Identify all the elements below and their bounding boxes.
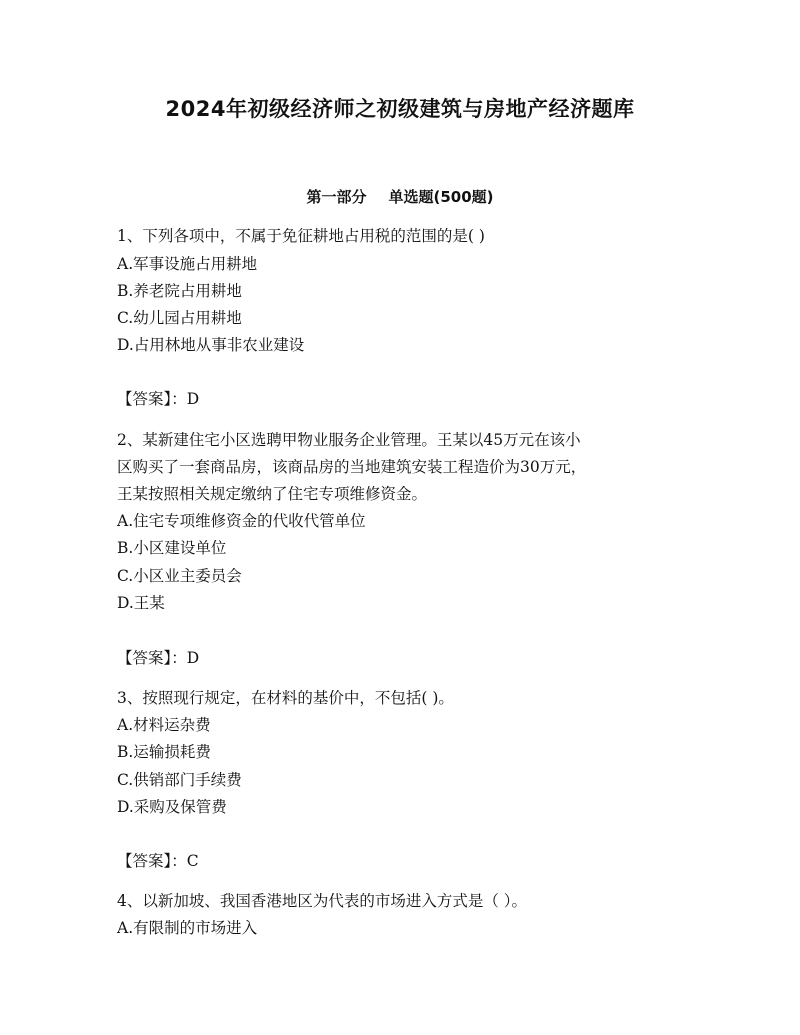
question-2-option-b: B.小区建设单位 — [117, 539, 227, 557]
section-name: 单选题(500题) — [388, 188, 494, 206]
answer-label: 【答案】： — [117, 390, 187, 408]
answer-label: 【答案】： — [117, 852, 187, 870]
answer-value: D — [186, 390, 200, 408]
question-1-stem: 1、下列各项中，不属于免征耕地占用税的范围的是( ) — [117, 227, 485, 245]
page-title: 2024年初级经济师之初级建筑与房地产经济题库 — [165, 97, 635, 121]
question-1-option-c: C.幼儿园占用耕地 — [117, 309, 242, 327]
question-1-option-b: B.养老院占用耕地 — [117, 282, 242, 300]
question-3-stem: 3、按照现行规定，在材料的基价中，不包括( )。 — [117, 689, 454, 707]
question-2-stem-line-2: 区购买了一套商品房，该商品房的当地建筑安装工程造价为30万元， — [117, 458, 587, 476]
question-3-option-b: B.运输损耗费 — [117, 743, 211, 761]
question-2-stem-line-1: 2、某新建住宅小区选聘甲物业服务企业管理。王某以45万元在该小 — [117, 431, 581, 449]
question-2-option-a: A.住宅专项维修资金的代收代管单位 — [117, 512, 366, 530]
question-1-option-d: D.占用林地从事非农业建设 — [117, 336, 305, 354]
question-2-stem-line-3: 王某按照相关规定缴纳了住宅专项维修资金。 — [117, 485, 428, 503]
answer-label: 【答案】： — [117, 649, 187, 667]
question-4-stem: 4、以新加坡、我国香港地区为代表的市场进入方式是（ ）。 — [117, 892, 528, 910]
question-1-option-a: A.军事设施占用耕地 — [117, 255, 258, 273]
answer-value: C — [186, 852, 199, 870]
question-3-option-a: A.材料运杂费 — [117, 716, 211, 734]
section-heading — [0, 186, 800, 207]
question-3-answer — [117, 851, 199, 871]
question-3-option-d: D.采购及保管费 — [117, 798, 227, 816]
question-2-option-d: D.王某 — [117, 594, 165, 612]
section-part: 第一部分 — [306, 188, 367, 206]
question-4-option-a: A.有限制的市场进入 — [117, 919, 258, 937]
answer-value: D — [186, 649, 200, 667]
question-3-option-c: C.供销部门手续费 — [117, 771, 242, 789]
question-2-option-c: C.小区业主委员会 — [117, 567, 242, 585]
question-2-answer — [117, 648, 199, 668]
question-1-answer — [117, 389, 199, 409]
